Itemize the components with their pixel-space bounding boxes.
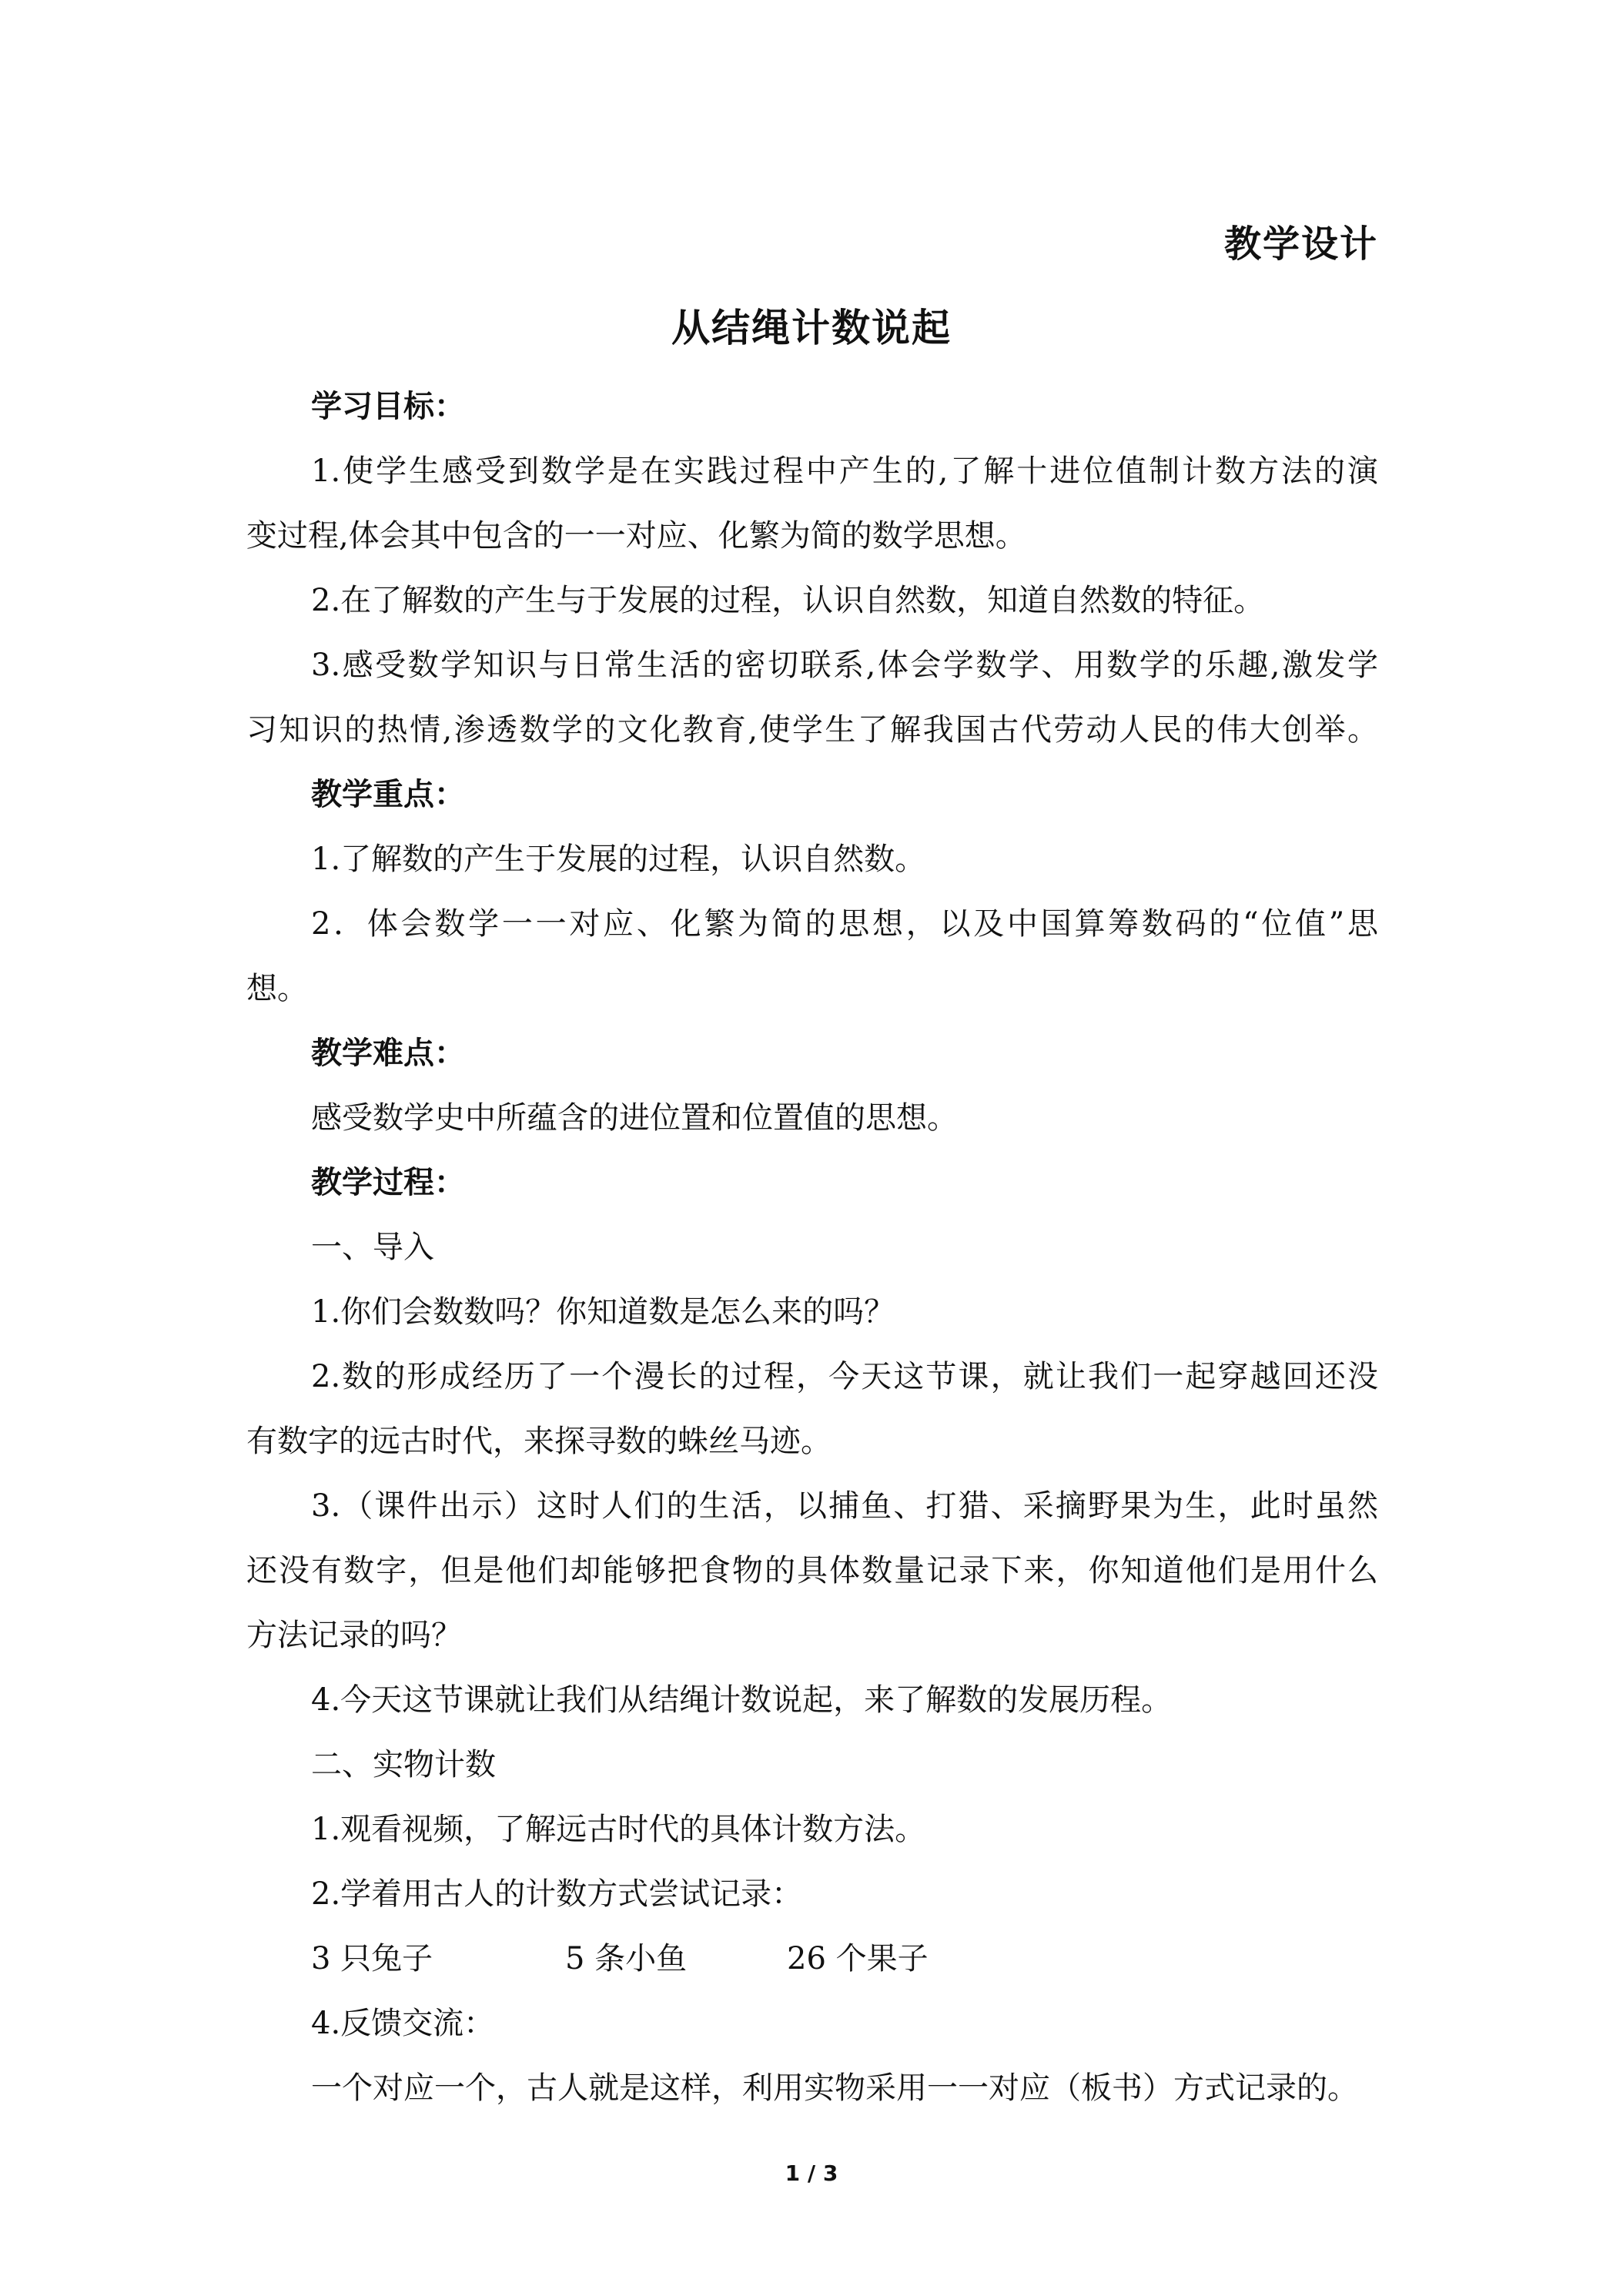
section-1-item-3-line-1: 3.（课件出示）这时人们的生活，以捕鱼、打猎、采摘野果为生，此时虽然 bbox=[311, 1488, 1378, 1524]
document-type-label: 教学设计 bbox=[1223, 223, 1378, 266]
record-example-rabbits: 3 只兔子 bbox=[311, 1941, 433, 1976]
difficulty-text: 感受数学史中所蕴含的进位置和位置值的思想。 bbox=[311, 1100, 958, 1136]
key-points-heading: 教学重点： bbox=[311, 777, 465, 812]
section-2-item-2: 2.学着用古人的计数方式尝试记录： bbox=[311, 1876, 803, 1912]
section-1-item-4: 4.今天这节课就让我们从结绳计数说起，来了解数的发展历程。 bbox=[311, 1682, 1173, 1718]
document-title: 从结绳计数说起 bbox=[671, 306, 952, 350]
section-2-feedback: 一个对应一个，古人就是这样，利用实物采用一一对应（板书）方式记录的。 bbox=[311, 2070, 1358, 2106]
section-2-item-4: 4.反馈交流： bbox=[311, 2006, 495, 2041]
objective-3-line-1: 3.感受数学知识与日常生活的密切联系,体会学数学、用数学的乐趣,激发学 bbox=[311, 648, 1378, 683]
difficulties-heading: 教学难点： bbox=[311, 1036, 465, 1071]
section-1-item-1: 1.你们会数数吗？你知道数是怎么来的吗？ bbox=[311, 1294, 895, 1330]
objective-3-line-2: 习知识的热情,渗透数学的文化教育,使学生了解我国古代劳动人民的伟大创举。 bbox=[246, 712, 1378, 748]
section-1-item-3-line-2: 还没有数字，但是他们却能够把食物的具体数量记录下来，你知道他们是用什么 bbox=[246, 1553, 1378, 1588]
objective-1-line-2: 变过程,体会其中包含的一一对应、化繁为简的数学思想。 bbox=[246, 518, 1026, 554]
key-point-2-line-2: 想。 bbox=[246, 971, 308, 1006]
process-heading: 教学过程： bbox=[311, 1165, 465, 1200]
section-1-item-2-line-2: 有数字的远古时代，来探寻数的蛛丝马迹。 bbox=[246, 1424, 832, 1459]
page-number: 1 / 3 bbox=[785, 2160, 838, 2186]
objective-2: 2.在了解数的产生与于发展的过程，认识自然数，知道自然数的特征。 bbox=[311, 583, 1265, 618]
section-1-title: 一、导入 bbox=[311, 1230, 434, 1265]
section-2-title: 二、实物计数 bbox=[311, 1747, 496, 1782]
objective-1-line-1: 1.使学生感受到数学是在实践过程中产生的,了解十进位值制计数方法的演 bbox=[311, 454, 1378, 489]
record-example-fish: 5 条小鱼 bbox=[565, 1941, 688, 1976]
section-2-item-1: 1.观看视频，了解远古时代的具体计数方法。 bbox=[311, 1812, 926, 1847]
record-examples bbox=[246, 1926, 1378, 1991]
document-body bbox=[246, 374, 1378, 2120]
section-1-item-3-line-3: 方法记录的吗？ bbox=[246, 1618, 462, 1653]
key-point-2-line-1: 2．体会数学一一对应、化繁为简的思想，以及中国算筹数码的“位值”思 bbox=[311, 906, 1378, 942]
key-point-1: 1.了解数的产生于发展的过程，认识自然数。 bbox=[311, 842, 926, 877]
section-1-item-2-line-1: 2.数的形成经历了一个漫长的过程，今天这节课，就让我们一起穿越回还没 bbox=[311, 1359, 1378, 1394]
record-example-fruits: 26 个果子 bbox=[787, 1941, 929, 1976]
objectives-heading: 学习目标： bbox=[311, 389, 465, 424]
